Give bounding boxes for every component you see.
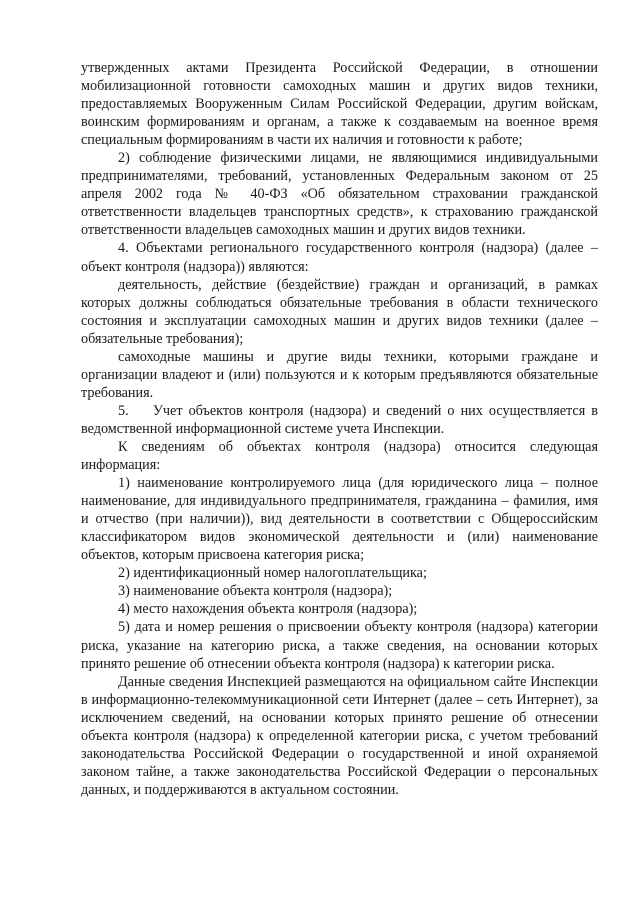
paragraph-12: 5) дата и номер решения о присвоении объекту контроля (надзора) категории риска, указание на категорию риска, а также сведения, на основании которых принято решение об отнесении объекта контроля (надзора) к категории риска. [81, 619, 598, 672]
paragraph-2: 2) соблюдение физическими лицами, не являющимися индивидуальными предпринимателями, требований, установленных Федеральным законом от 25 апреля 2002 года № 40-ФЗ «Об обязательном страховании гражданской ответственности владельцев транспортных средств», к страхованию гражданской ответственности владельцев самоходных машин и других видов техники. [81, 150, 598, 239]
paragraph-9: 2) идентификационный номер налогоплательщика; [118, 565, 427, 582]
paragraph-10: 3) наименование объекта контроля (надзора); [118, 583, 393, 600]
paragraph-5: самоходные машины и другие виды техники, которыми граждане и организации владеют и (или) пользуются и к которым предъявляются обязательные требования. [81, 348, 598, 401]
paragraph-6: 5. Учет объектов контроля (надзора) и сведений о них осуществляется в ведомственной информационной системе учета Инспекции. [81, 402, 602, 437]
paragraph-4: деятельность, действие (бездействие) граждан и организаций, в рамках которых должны соблюдаться обязательные требования в области технического состояния и эксплуатации самоходных машин и других видов техники (далее – обязательные требования); [81, 276, 598, 347]
paragraph-7: К сведениям об объектах контроля (надзора) относится следующая информация: [81, 438, 598, 474]
paragraph-11: 4) место нахождения объекта контроля (надзора); [118, 601, 418, 618]
paragraph-8: 1) наименование контролируемого лица (для юридического лица – полное наименование, для индивидуального предпринимателя, гражданина – фамилия, имя и отчество (при наличии)), вид деятельности в соответствии с Общероссийским классификатором видов экономической деятельности и (или) наименование объектов, которым присвоена категория риска; [81, 475, 598, 564]
paragraph-3: 4. Объектами регионального государственного контроля (надзора) (далее – объект контроля (надзора)) являются: [81, 240, 598, 275]
paragraph-1: утвержденных актами Президента Российской Федерации, в отношении мобилизационной готовности самоходных машин и других видов техники, предоставляемых Вооруженным Силам Российской Федерации, другим войскам, воинским формированиям и органам, а также к создаваемым на военное время специальным формированиям в части их наличия и готовности к работе; [81, 60, 598, 149]
paragraph-13: Данные сведения Инспекцией размещаются на официальном сайте Инспекции в информационно-телекоммуникационной сети Интернет (далее – сеть Интернет), за исключением сведений, на основании которых принято решение об отнесении объекта контроля (надзора) к определенной категории риска, с учетом требований законодательства Российской Федерации о государственной и иной охраняемой законом тайне, а также законодательства Российской Федерации о персональных данных, и поддерживаются в актуальном состоянии. [81, 673, 598, 798]
document-page [81, 59, 602, 799]
